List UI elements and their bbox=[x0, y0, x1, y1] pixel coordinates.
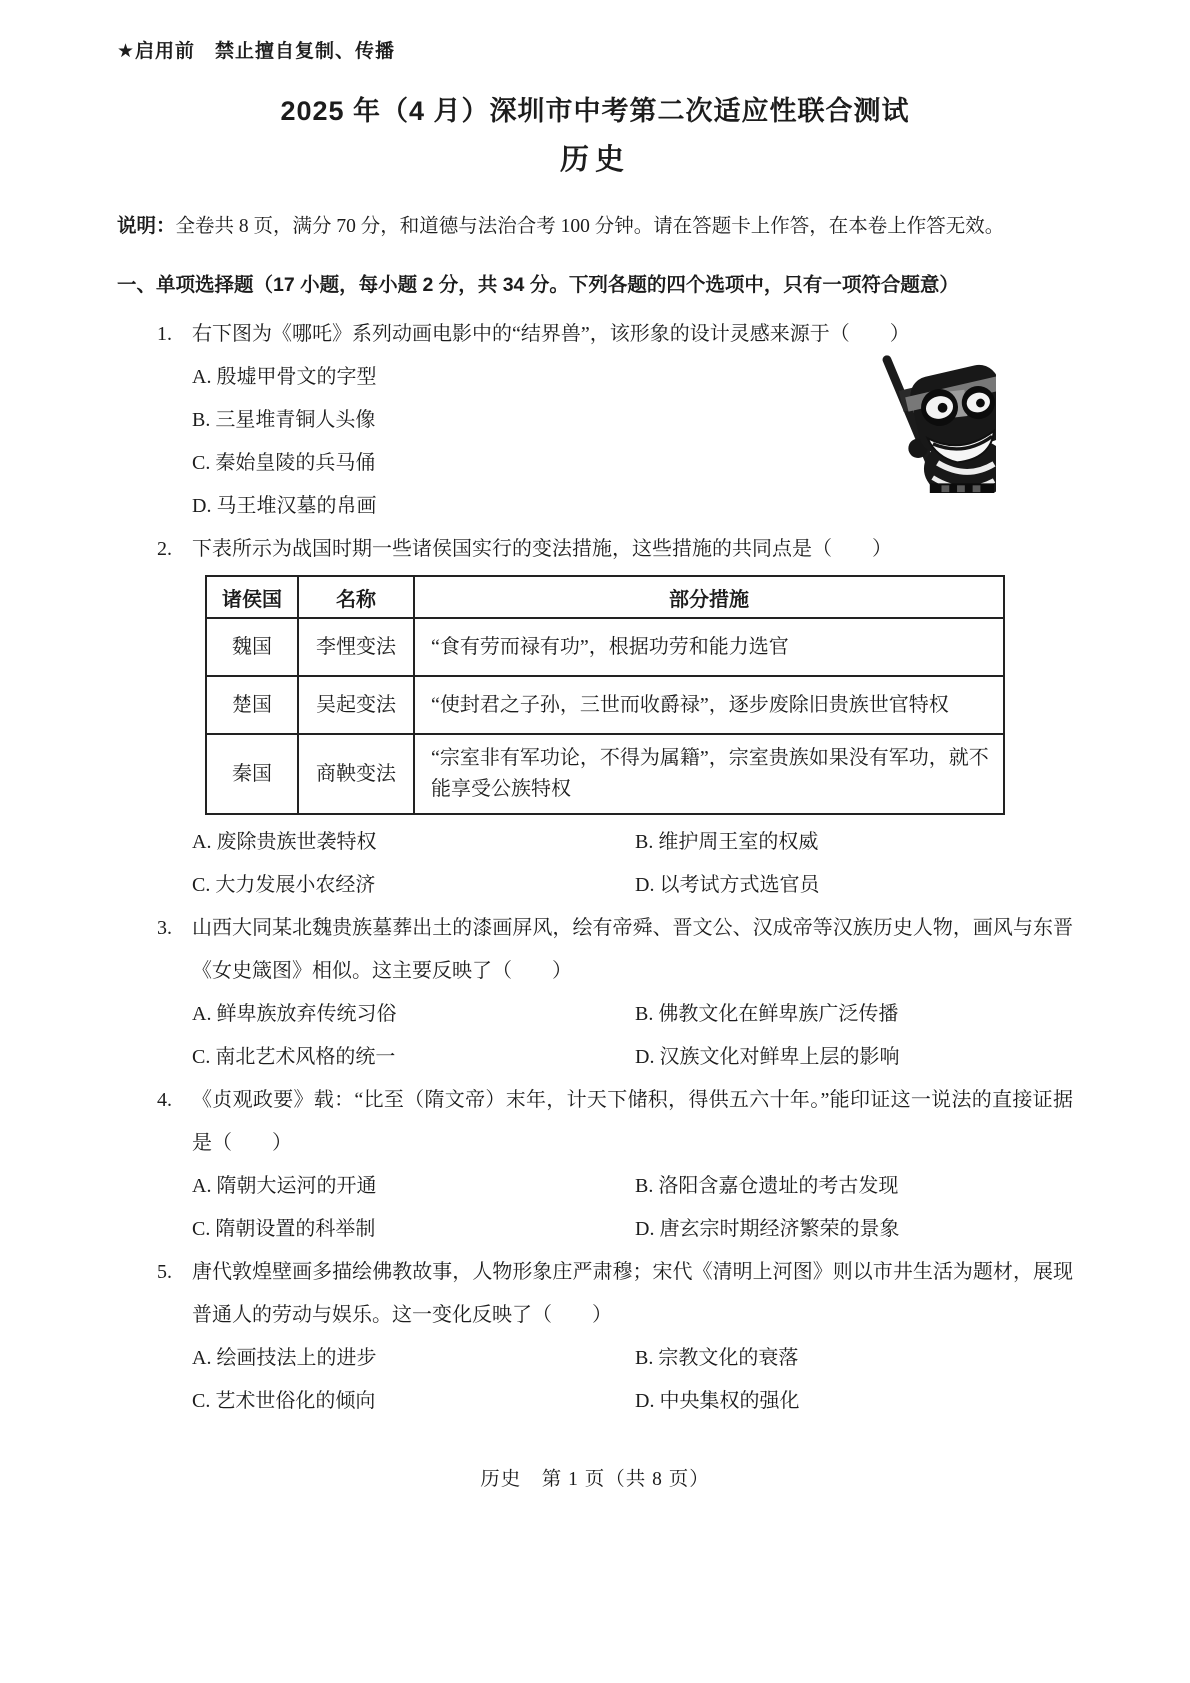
question-5-body bbox=[192, 1251, 1073, 1423]
question-1-option-d: D. 马王堆汉墓的帛画 bbox=[192, 495, 377, 517]
question-3-option-a: A. 鲜卑族放弃传统习俗 bbox=[192, 1003, 397, 1025]
table-header-state: 诸侯国 bbox=[206, 576, 298, 618]
question-2-body bbox=[192, 528, 1073, 907]
instructions-label: 说明： bbox=[117, 216, 176, 237]
table-cell-name: 吴起变法 bbox=[298, 676, 414, 734]
question-2-option-c: C. 大力发展小农经济 bbox=[192, 874, 376, 896]
table-cell-measure: “食有劳而禄有功”，根据功劳和能力选官 bbox=[414, 618, 1004, 676]
question-1-option-a: A. 殷墟甲骨文的字型 bbox=[192, 366, 377, 388]
question-1-number: 1. bbox=[157, 323, 172, 345]
question-2-option-d: D. 以考试方式选官员 bbox=[635, 874, 820, 896]
table-header-measures: 部分措施 bbox=[414, 576, 1004, 618]
question-2-option-b: B. 维护周王室的权威 bbox=[635, 831, 819, 853]
table-cell-measure: “宗室非有军功论，不得为属籍”，宗室贵族如果没有军功，就不能享受公族特权 bbox=[414, 734, 1004, 814]
question-1-text: 右下图为《哪吒》系列动画电影中的“结界兽”，该形象的设计灵感来源于（ ） bbox=[192, 323, 910, 345]
table-cell-name: 商鞅变法 bbox=[298, 734, 414, 814]
exam-title: 2025 年（4 月）深圳市中考第二次适应性联合测试 bbox=[280, 96, 910, 126]
question-4-text: 《贞观政要》载：“比至（隋文帝）末年，计天下储积，得供五六十年。”能印证这一说法的直接证据是（ ） bbox=[192, 1089, 1073, 1154]
question-1-option-c: C. 秦始皇陵的兵马俑 bbox=[192, 452, 376, 474]
question-5-option-b: B. 宗教文化的衰落 bbox=[635, 1347, 799, 1369]
section-heading: 一、单项选择题（17 小题，每小题 2 分，共 34 分。下列各题的四个选项中，只有一项符合题意） bbox=[117, 274, 959, 296]
question-3-option-d: D. 汉族文化对鲜卑上层的影响 bbox=[635, 1046, 900, 1068]
question-3-body bbox=[192, 907, 1073, 1079]
question-4-body bbox=[192, 1079, 1073, 1251]
question-4-option-d: D. 唐玄宗时期经济繁荣的景象 bbox=[635, 1218, 900, 1240]
table-row bbox=[206, 618, 1004, 676]
question-4-number: 4. bbox=[157, 1089, 172, 1111]
question-4-option-c: C. 隋朝设置的科举制 bbox=[192, 1218, 376, 1240]
question-4-option-a: A. 隋朝大运河的开通 bbox=[192, 1175, 377, 1197]
question-1-body bbox=[192, 313, 1073, 528]
question-3 bbox=[117, 907, 1073, 1079]
question-2 bbox=[117, 528, 1073, 907]
subject-title: 历史 bbox=[559, 144, 630, 176]
table-cell-state: 魏国 bbox=[206, 618, 298, 676]
question-3-text: 山西大同某北魏贵族墓葬出土的漆画屏风，绘有帝舜、晋文公、汉成帝等汉族历史人物，画风与东晋《女史箴图》相似。这主要反映了（ ） bbox=[192, 917, 1073, 982]
table-row bbox=[206, 734, 1004, 814]
exam-instructions bbox=[117, 212, 1073, 242]
question-1-option-b: B. 三星堆青铜人头像 bbox=[192, 409, 376, 431]
question-4-options bbox=[192, 1165, 1073, 1251]
table-cell-state: 楚国 bbox=[206, 676, 298, 734]
question-5-option-d: D. 中央集权的强化 bbox=[635, 1390, 800, 1412]
question-3-options bbox=[192, 993, 1073, 1079]
table-row bbox=[206, 676, 1004, 734]
question-3-option-b: B. 佛教文化在鲜卑族广泛传播 bbox=[635, 1003, 899, 1025]
table-header-row bbox=[206, 576, 1004, 618]
table-cell-state: 秦国 bbox=[206, 734, 298, 814]
table-header-name: 名称 bbox=[298, 576, 414, 618]
question-3-option-c: C. 南北艺术风格的统一 bbox=[192, 1046, 396, 1068]
question-2-number: 2. bbox=[157, 538, 172, 560]
question-5-text: 唐代敦煌壁画多描绘佛教故事，人物形象庄严肃穆；宋代《清明上河图》则以市井生活为题材，展现普通人的劳动与娱乐。这一变化反映了（ ） bbox=[192, 1261, 1073, 1326]
question-3-number: 3. bbox=[157, 917, 172, 939]
question-4 bbox=[117, 1079, 1073, 1251]
question-2-option-a: A. 废除贵族世袭特权 bbox=[192, 831, 377, 853]
jiejie-beast-image bbox=[848, 353, 996, 493]
question-5-option-a: A. 绘画技法上的进步 bbox=[192, 1347, 377, 1369]
security-notice: ★启用前 禁止擅自复制、传播 bbox=[117, 41, 396, 62]
question-list bbox=[117, 313, 1073, 1423]
question-1 bbox=[117, 313, 1073, 528]
question-5 bbox=[117, 1251, 1073, 1423]
question-2-text: 下表所示为战国时期一些诸侯国实行的变法措施，这些措施的共同点是（ ） bbox=[192, 538, 892, 560]
table-cell-measure: “使封君之子孙，三世而收爵禄”，逐步废除旧贵族世官特权 bbox=[414, 676, 1004, 734]
table-cell-name: 李悝变法 bbox=[298, 618, 414, 676]
instructions-text: 全卷共 8 页，满分 70 分，和道德与法治合考 100 分钟。请在答题卡上作答，在本卷上作答无效。 bbox=[175, 216, 1005, 237]
question-5-option-c: C. 艺术世俗化的倾向 bbox=[192, 1390, 376, 1412]
reform-measures-table bbox=[205, 575, 1005, 815]
question-5-number: 5. bbox=[157, 1261, 172, 1283]
page-footer: 历史 第 1 页（共 8 页） bbox=[480, 1469, 710, 1490]
question-4-option-b: B. 洛阳含嘉仓遗址的考古发现 bbox=[635, 1175, 899, 1197]
question-5-options bbox=[192, 1337, 1073, 1423]
question-2-options bbox=[192, 821, 1073, 907]
